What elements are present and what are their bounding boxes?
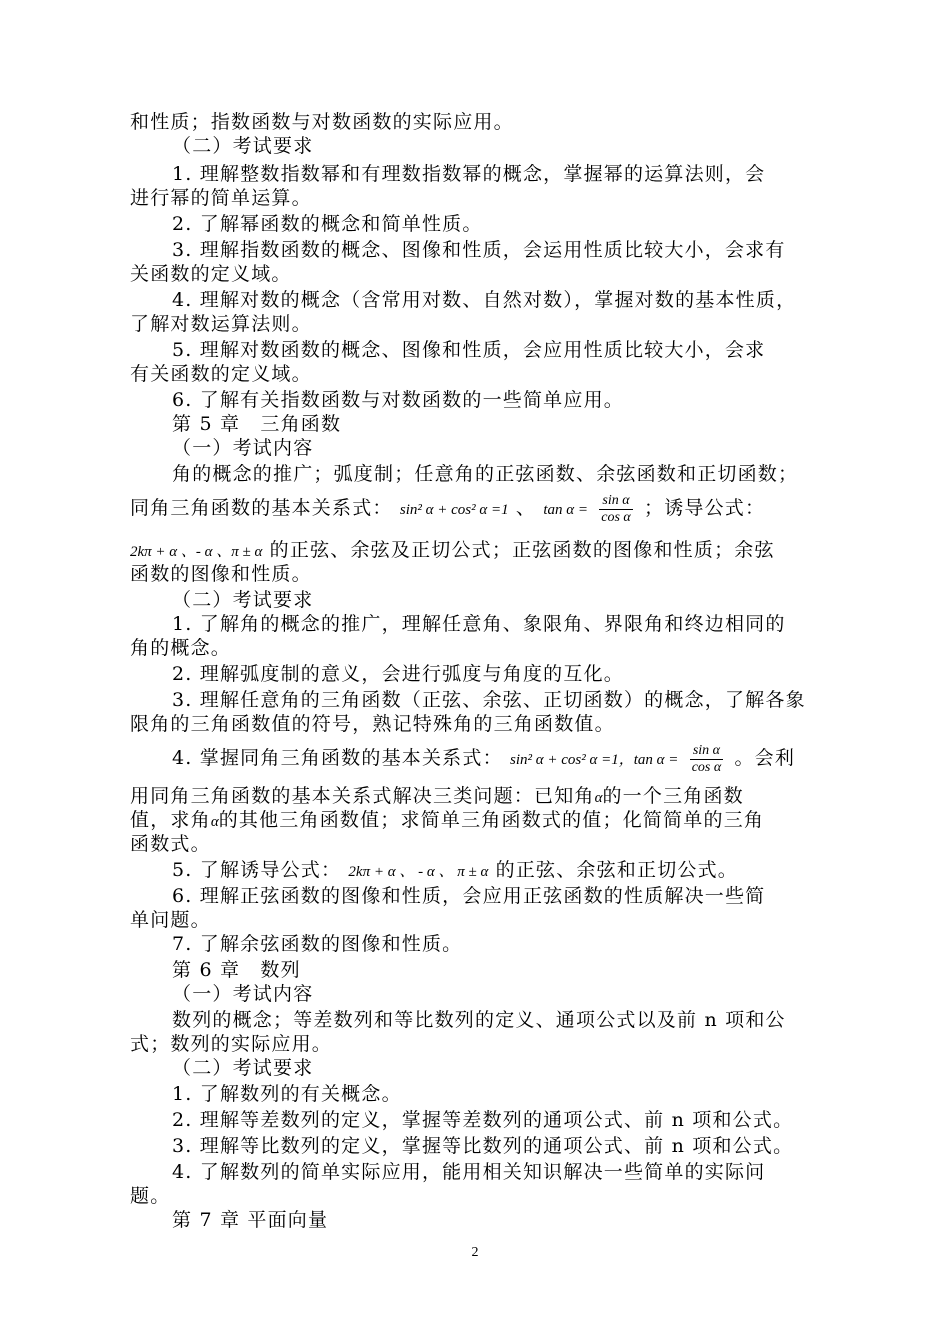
text-line: 数列的概念；等差数列和等比数列的定义、通项公式以及前 n 项和公	[172, 1009, 786, 1031]
page-number: 2	[471, 1245, 479, 1260]
text-line: 1. 了解数列的有关概念。	[172, 1083, 402, 1105]
text-line: 2. 了解幂函数的概念和简单性质。	[172, 213, 483, 235]
text-line: 角的概念。	[130, 637, 232, 659]
formula-line	[130, 490, 830, 526]
section-heading: （二）考试要求	[172, 589, 314, 611]
text-line: 式；数列的实际应用。	[130, 1033, 333, 1055]
fraction-sin-over-cos	[599, 493, 633, 526]
text-line: 2. 理解弧度制的意义，会进行弧度与角度的互化。	[172, 663, 624, 685]
text-line: 6. 理解正弦函数的图像和性质，会应用正弦函数的性质解决一些简	[172, 885, 766, 907]
chapter-heading: 第 6 章 数列	[172, 959, 301, 981]
text-line: 7. 了解余弦函数的图像和性质。	[172, 933, 463, 955]
formula-angles: 2kπ + α 、- α 、π ± α	[130, 544, 263, 560]
text-line: 限角的三角函数值的符号，熟记特殊角的三角函数值。	[130, 713, 615, 735]
section-heading: （一）考试内容	[172, 437, 314, 459]
text-segment: 的正弦、余弦及正切公式；正弦函数的图像和性质；余弦	[269, 539, 775, 561]
text-line: 和性质；指数函数与对数函数的实际应用。	[130, 111, 514, 133]
fraction-numerator: sin α	[690, 743, 724, 760]
fraction-denominator: cos α	[691, 759, 722, 775]
formula-identity: sin² α + cos² α =1，tan α =	[510, 752, 679, 768]
text-line: 了解对数运算法则。	[130, 313, 312, 335]
text-segment: ；诱导公式：	[644, 497, 766, 519]
text-segment: 的正弦、余弦和正切公式。	[495, 859, 738, 881]
section-heading: （一）考试内容	[172, 983, 314, 1005]
text-line: 角的概念的推广；弧度制；任意角的正弦函数、余弦函数和正切函数；	[172, 463, 799, 485]
text-segment: 的其他三角函数值；求简单三角函数式的值；化简简单的三角	[218, 809, 765, 831]
text-line: 进行幂的简单运算。	[130, 187, 312, 209]
fraction-denominator: cos α	[601, 509, 631, 525]
text-segment: 5. 了解诱导公式：	[172, 859, 342, 881]
text-segment: 同角三角函数的基本关系式：	[130, 497, 393, 519]
text-line	[130, 808, 830, 834]
text-segment: 的一个三角函数	[602, 785, 744, 807]
text-line: 1. 理解整数指数幂和有理数指数幂的概念，掌握幂的运算法则，会	[172, 163, 766, 185]
formula-line	[172, 858, 830, 884]
separator: 、	[515, 497, 537, 519]
text-line: 3. 理解任意角的三角函数（正弦、余弦、正切函数）的概念，了解各象	[172, 689, 806, 711]
text-line: 3. 理解指数函数的概念、图像和性质，会运用性质比较大小，会求有	[172, 239, 786, 261]
formula-line	[130, 538, 830, 564]
formula-tan-lhs: tan α =	[543, 502, 588, 518]
chapter-heading: 第 7 章 平面向量	[172, 1209, 329, 1231]
section-heading: （二）考试要求	[172, 1057, 314, 1079]
text-line: 3. 理解等比数列的定义，掌握等比数列的通项公式、前 n 项和公式。	[172, 1135, 794, 1157]
fraction-sin-over-cos	[690, 743, 724, 776]
formula-angles: 2kπ + α 、 - α 、 π ± α	[348, 864, 489, 880]
text-segment: 。会利	[734, 747, 796, 769]
chapter-heading: 第 5 章 三角函数	[172, 413, 342, 435]
text-line: 函数式。	[130, 833, 211, 855]
text-segment: 用同角三角函数的基本关系式解决三类问题：已知角	[130, 785, 595, 807]
section-heading: （二）考试要求	[172, 135, 314, 157]
text-segment: 值，求角	[130, 809, 211, 831]
text-line: 单问题。	[130, 909, 211, 931]
formula-line	[172, 738, 830, 778]
text-line: 5. 理解对数函数的概念、图像和性质，会应用性质比较大小，会求	[172, 339, 766, 361]
text-line: 1. 了解角的概念的推广，理解任意角、象限角、界限角和终边相同的	[172, 613, 786, 635]
text-line	[130, 784, 830, 810]
formula-identity: sin² α + cos² α =1	[399, 502, 509, 518]
text-line: 题。	[130, 1185, 171, 1207]
text-segment: 4. 掌握同角三角函数的基本关系式：	[172, 747, 503, 769]
alpha-symbol: α	[210, 814, 219, 830]
text-line: 2. 理解等差数列的定义，掌握等差数列的通项公式、前 n 项和公式。	[172, 1109, 794, 1131]
text-line: 函数的图像和性质。	[130, 563, 312, 585]
fraction-numerator: sin α	[599, 493, 633, 510]
text-line: 4. 理解对数的概念（含常用对数、自然对数），掌握对数的基本性质，	[172, 289, 797, 311]
alpha-symbol: α	[594, 790, 603, 806]
text-line: 关函数的定义域。	[130, 263, 292, 285]
text-line: 4. 了解数列的简单实际应用，能用相关知识解决一些简单的实际问	[172, 1161, 766, 1183]
text-line: 6. 了解有关指数函数与对数函数的一些简单应用。	[172, 389, 624, 411]
text-line: 有关函数的定义域。	[130, 363, 312, 385]
